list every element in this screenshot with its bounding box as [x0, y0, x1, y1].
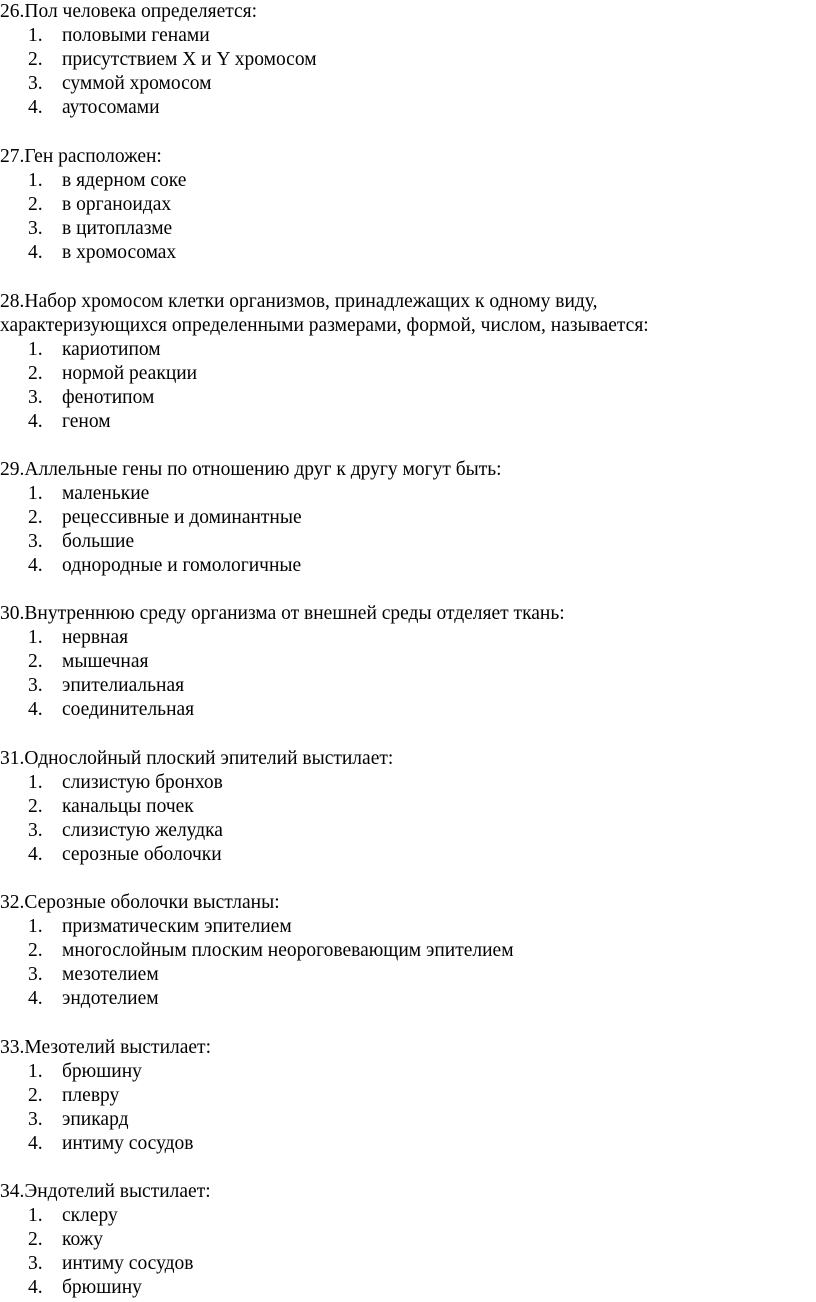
answer-option: [0, 915, 816, 939]
option-number: 1.: [28, 339, 43, 360]
question-text: [0, 1180, 816, 1204]
question-text: [0, 145, 816, 169]
question-number: 33.: [0, 1037, 25, 1058]
answer-option: [0, 96, 816, 120]
option-text: эпикард: [62, 1109, 129, 1130]
question-line: Эндотелий выстилает:: [24, 1181, 211, 1202]
question-number: 31.: [0, 748, 25, 769]
option-text: склеру: [62, 1205, 118, 1226]
answer-option: [0, 72, 816, 96]
answer-option: [0, 48, 816, 72]
question-number: 28.: [0, 291, 25, 312]
option-text: половыми генами: [62, 25, 210, 46]
answer-list: [0, 1204, 816, 1300]
option-text: в цитоплазме: [62, 218, 173, 239]
answer-option: [0, 771, 816, 795]
option-number: 3.: [28, 1109, 43, 1130]
answer-option: [0, 1252, 816, 1276]
option-number: 4.: [28, 988, 43, 1009]
answer-option: [0, 1084, 816, 1108]
question-26: [0, 0, 816, 120]
answer-option: [0, 1204, 816, 1228]
question-number: 27.: [0, 146, 25, 167]
option-text: геном: [62, 411, 111, 432]
answer-option: [0, 1132, 816, 1156]
option-number: 3.: [28, 387, 43, 408]
option-text: в органоидах: [62, 194, 172, 215]
option-text: кариотипом: [62, 339, 161, 360]
question-text: [0, 602, 816, 626]
option-text: канальцы почек: [62, 796, 194, 817]
option-number: 4.: [28, 242, 43, 263]
question-line: Внутреннюю среду организма от внешней среды отделяет ткань:: [24, 603, 565, 624]
answer-option: [0, 530, 816, 554]
answer-list: [0, 771, 816, 867]
option-number: 3.: [28, 73, 43, 94]
option-text: брюшину: [62, 1061, 142, 1082]
option-number: 3.: [28, 675, 43, 696]
answer-list: [0, 169, 816, 265]
answer-option: [0, 987, 816, 1011]
question-line: Мезотелий выстилает:: [24, 1037, 211, 1058]
option-text: серозные оболочки: [62, 844, 222, 865]
option-number: 2.: [28, 507, 43, 528]
option-number: 4.: [28, 1133, 43, 1154]
answer-list: [0, 24, 816, 120]
answer-option: [0, 1108, 816, 1132]
option-number: 4.: [28, 411, 43, 432]
question-line: Серозные оболочки выстланы:: [24, 892, 280, 913]
question-text: [0, 747, 816, 771]
answer-option: [0, 1228, 816, 1252]
answer-list: [0, 338, 816, 434]
option-text: кожу: [62, 1229, 103, 1250]
option-number: 1.: [28, 170, 43, 191]
question-text: [0, 290, 816, 314]
option-number: 4.: [28, 555, 43, 576]
question-text: [0, 1036, 816, 1060]
option-text: мезотелием: [62, 964, 159, 985]
option-number: 2.: [28, 651, 43, 672]
option-number: 1.: [28, 1205, 43, 1226]
answer-option: [0, 410, 816, 434]
answer-list: [0, 482, 816, 578]
option-number: 2.: [28, 1085, 43, 1106]
question-line: характеризующихся определенными размерами, формой, числом, называется:: [0, 315, 649, 336]
answer-option: [0, 843, 816, 867]
question-31: [0, 747, 816, 867]
option-number: 4.: [28, 844, 43, 865]
option-text: аутосомами: [62, 97, 160, 118]
option-text: многослойным плоским неороговевающим эпителием: [62, 940, 514, 961]
option-text: фенотипом: [62, 387, 155, 408]
option-number: 4.: [28, 1277, 43, 1298]
option-text: плевру: [62, 1085, 120, 1106]
answer-option: [0, 626, 816, 650]
option-number: 4.: [28, 97, 43, 118]
option-text: интиму сосудов: [62, 1133, 194, 1154]
option-text: присутствием X и Y хромосом: [62, 49, 317, 70]
question-27: [0, 145, 816, 265]
question-number: 30.: [0, 603, 25, 624]
question-text-continued: [0, 314, 816, 338]
option-text: суммой хромосом: [62, 73, 212, 94]
answer-option: [0, 674, 816, 698]
question-line: Набор хромосом клетки организмов, принадлежащих к одному виду,: [24, 291, 598, 312]
option-number: 1.: [28, 25, 43, 46]
answer-option: [0, 506, 816, 530]
answer-option: [0, 963, 816, 987]
option-number: 3.: [28, 218, 43, 239]
option-text: большие: [62, 531, 135, 552]
question-34: [0, 1180, 816, 1300]
option-number: 2.: [28, 49, 43, 70]
answer-option: [0, 482, 816, 506]
answer-option: [0, 650, 816, 674]
option-text: эпителиальная: [62, 675, 185, 696]
option-number: 2.: [28, 796, 43, 817]
question-number: 29.: [0, 459, 25, 480]
option-number: 1.: [28, 916, 43, 937]
option-text: слизистую желудка: [62, 820, 223, 841]
question-line: Пол человека определяется:: [24, 1, 258, 22]
question-line: Аллельные гены по отношению друг к другу могут быть:: [24, 459, 502, 480]
answer-list: [0, 915, 816, 1011]
question-29: [0, 458, 816, 578]
option-text: соединительная: [62, 699, 195, 720]
option-number: 3.: [28, 820, 43, 841]
answer-option: [0, 795, 816, 819]
option-text: призматическим эпителием: [62, 916, 292, 937]
option-number: 2.: [28, 1229, 43, 1250]
answer-option: [0, 819, 816, 843]
answer-option: [0, 698, 816, 722]
answer-option: [0, 338, 816, 362]
question-28: [0, 290, 816, 434]
answer-option: [0, 939, 816, 963]
question-number: 32.: [0, 892, 25, 913]
option-text: эндотелием: [62, 988, 159, 1009]
option-text: слизистую бронхов: [62, 772, 223, 793]
option-text: рецессивные и доминантные: [62, 507, 302, 528]
answer-option: [0, 554, 816, 578]
answer-option: [0, 1276, 816, 1300]
question-30: [0, 602, 816, 722]
answer-option: [0, 24, 816, 48]
option-number: 2.: [28, 363, 43, 384]
question-number: 34.: [0, 1181, 25, 1202]
answer-option: [0, 386, 816, 410]
option-number: 3.: [28, 531, 43, 552]
option-text: однородные и гомологичные: [62, 555, 302, 576]
option-text: брюшину: [62, 1277, 142, 1298]
answer-option: [0, 169, 816, 193]
question-text: [0, 891, 816, 915]
answer-option: [0, 193, 816, 217]
option-text: мышечная: [62, 651, 149, 672]
option-number: 1.: [28, 772, 43, 793]
question-33: [0, 1036, 816, 1156]
option-text: нервная: [62, 627, 129, 648]
option-number: 2.: [28, 940, 43, 961]
option-number: 2.: [28, 194, 43, 215]
option-number: 4.: [28, 699, 43, 720]
option-number: 3.: [28, 1253, 43, 1274]
answer-list: [0, 1060, 816, 1156]
option-number: 1.: [28, 1061, 43, 1082]
question-line: Ген расположен:: [24, 146, 162, 167]
option-text: маленькие: [62, 483, 150, 504]
option-text: в ядерном соке: [62, 170, 187, 191]
answer-option: [0, 241, 816, 265]
answer-option: [0, 217, 816, 241]
option-number: 1.: [28, 483, 43, 504]
question-text: [0, 0, 816, 24]
answer-option: [0, 362, 816, 386]
option-text: интиму сосудов: [62, 1253, 194, 1274]
answer-list: [0, 626, 816, 722]
question-number: 26.: [0, 1, 25, 22]
option-number: 1.: [28, 627, 43, 648]
option-number: 3.: [28, 964, 43, 985]
answer-option: [0, 1060, 816, 1084]
question-32: [0, 891, 816, 1011]
option-text: нормой реакции: [62, 363, 198, 384]
question-line: Однослойный плоский эпителий выстилает:: [24, 748, 394, 769]
question-text: [0, 458, 816, 482]
option-text: в хромосомах: [62, 242, 177, 263]
